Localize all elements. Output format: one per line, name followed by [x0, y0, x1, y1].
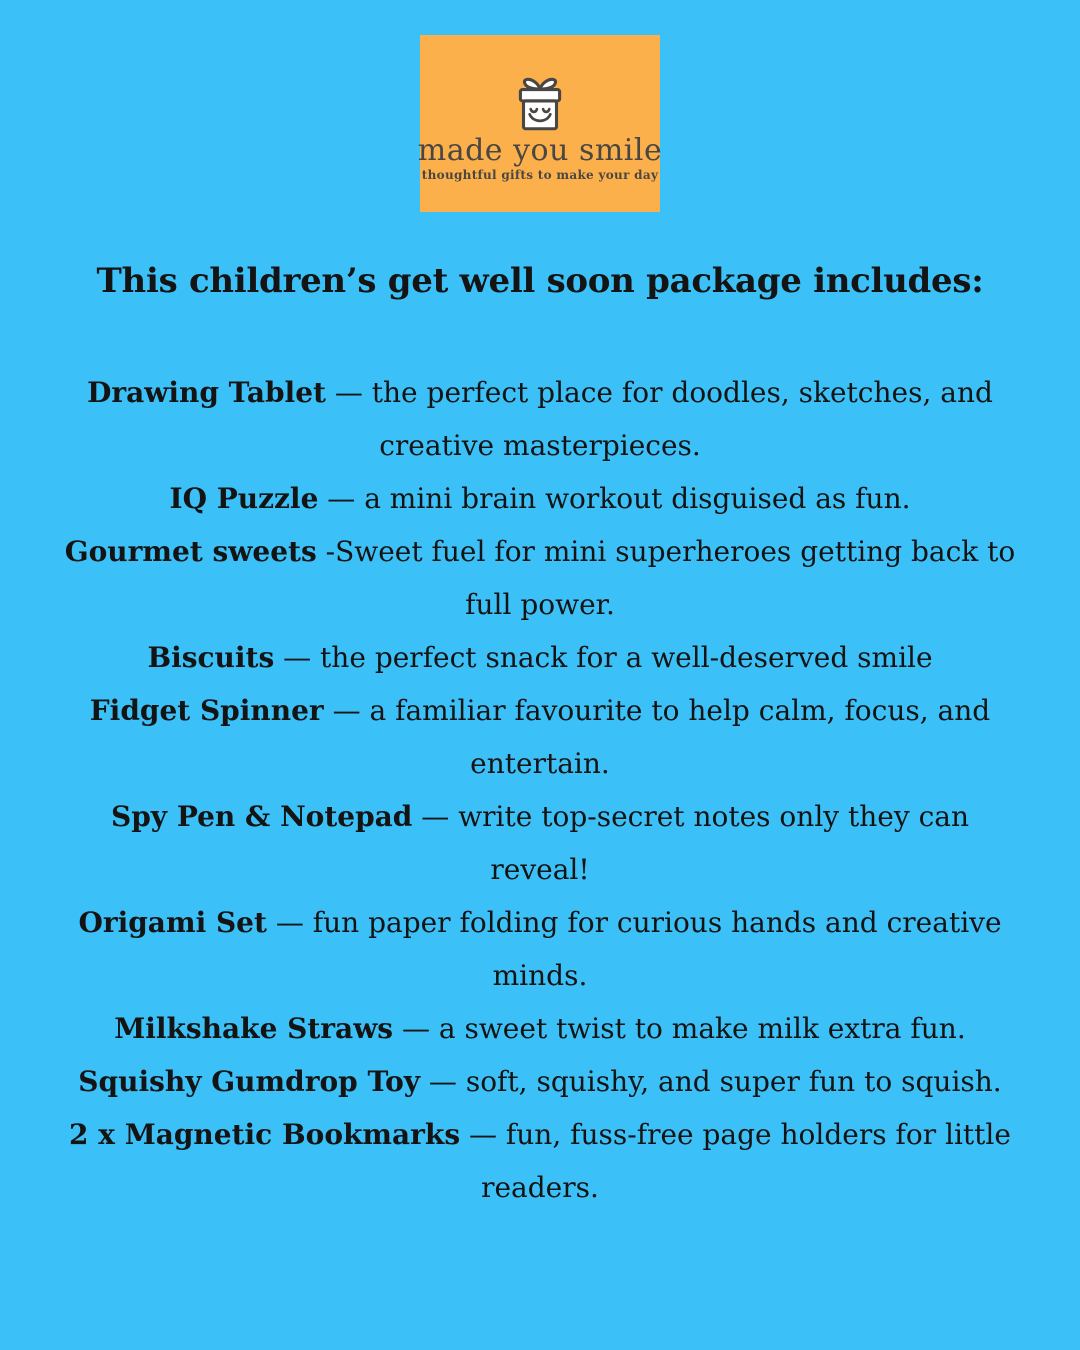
list-item	[60, 472, 1020, 525]
brand-tagline: thoughtful gifts to make your day	[421, 168, 659, 182]
list-item	[60, 366, 1020, 472]
item-name: Fidget Spinner	[89, 694, 324, 727]
brand-logo-box	[417, 35, 663, 212]
item-name: Spy Pen & Notepad	[111, 800, 413, 833]
brand-name: made you smile	[417, 133, 663, 168]
item-description: — a familiar favourite to help calm, focus, and entertain.	[332, 694, 991, 780]
item-description: — the perfect snack for a well-deserved smile	[283, 641, 933, 674]
item-name: IQ Puzzle	[169, 482, 319, 515]
item-description: — a mini brain workout disguised as fun.	[327, 482, 911, 515]
list-item	[60, 790, 1020, 896]
list-item	[60, 1002, 1020, 1055]
item-name: Drawing Tablet	[87, 376, 326, 409]
list-item	[60, 525, 1020, 631]
item-name: Squishy Gumdrop Toy	[78, 1065, 421, 1098]
list-item	[60, 684, 1020, 790]
item-description: — a sweet twist to make milk extra fun.	[401, 1012, 966, 1045]
item-description: — the perfect place for doodles, sketches, and creative masterpieces.	[334, 376, 993, 462]
item-name: Biscuits	[147, 641, 275, 674]
item-name: Milkshake Straws	[114, 1012, 394, 1045]
list-item	[60, 631, 1020, 684]
item-name: Gourmet sweets	[64, 535, 317, 568]
list-item	[60, 1055, 1020, 1108]
item-name: 2 x Magnetic Bookmarks	[69, 1118, 461, 1151]
item-description: — fun, fuss-free page holders for little readers.	[468, 1118, 1011, 1204]
list-item	[60, 896, 1020, 1002]
item-description: — write top-secret notes only they can reveal!	[421, 800, 969, 886]
gift-smile-icon	[507, 75, 573, 133]
item-name: Origami Set	[78, 906, 267, 939]
item-description: — soft, squishy, and super fun to squish.	[428, 1065, 1002, 1098]
items-list	[60, 366, 1020, 1214]
list-item	[60, 1108, 1020, 1214]
item-description: — fun paper folding for curious hands and creative minds.	[275, 906, 1002, 992]
item-description: -Sweet fuel for mini superheroes getting back to full power.	[325, 535, 1016, 621]
page-title: This children’s get well soon package includes:	[96, 261, 984, 301]
